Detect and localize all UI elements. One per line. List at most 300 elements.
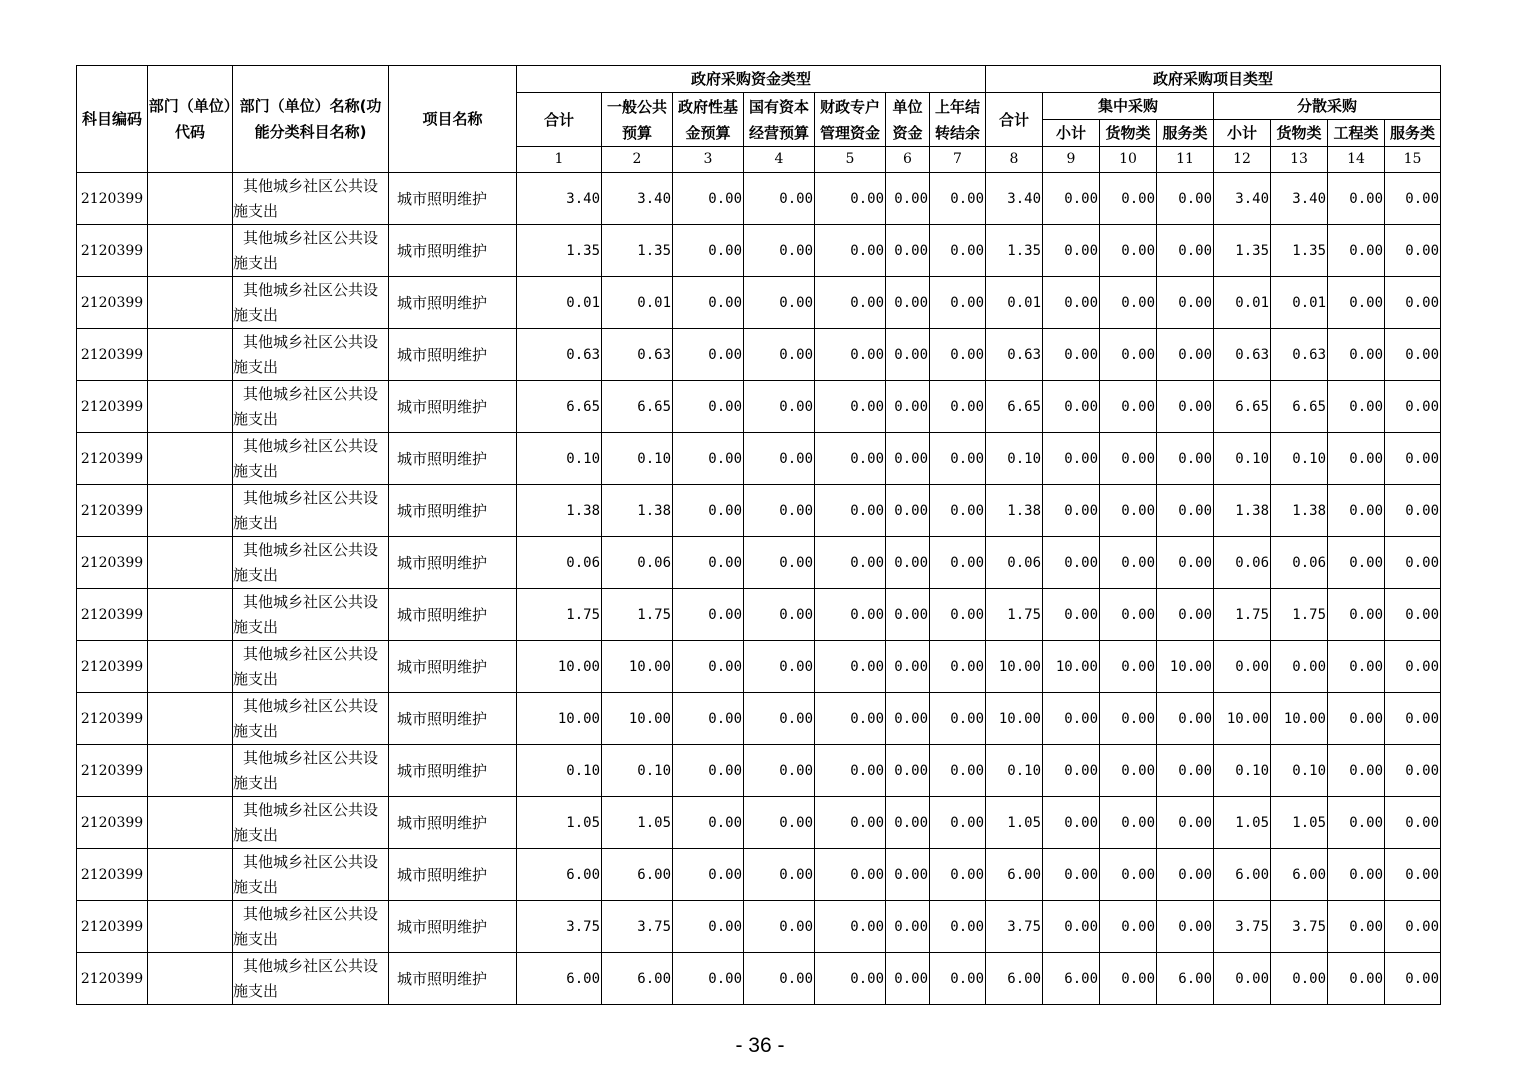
col-number: 7 [930,147,986,173]
subject-code-cell: 2120399 [77,173,148,225]
amount-cell-col-11: 0.00 [1157,329,1214,381]
amount-cell-col-7: 0.00 [930,745,986,797]
dept-code-cell [148,901,233,953]
subject-code-cell: 2120399 [77,953,148,1005]
dept-name-cell [233,433,389,485]
dept-name-line2: 施支出 [233,825,279,844]
amount-cell-col-13: 1.38 [1271,485,1328,537]
amount-cell-col-6: 0.00 [886,433,930,485]
amount-cell-col-7: 0.00 [930,329,986,381]
dept-name-line2: 施支出 [233,617,279,636]
dept-name-line1: 其他城乡社区公共设 [243,384,379,403]
header-general-budget: 一般公共预算 [602,93,673,147]
amount-cell-col-13: 0.63 [1271,329,1328,381]
amount-cell-col-14: 0.00 [1328,641,1385,693]
amount-cell-col-12: 1.75 [1214,589,1271,641]
subject-code-cell: 2120399 [77,329,148,381]
amount-cell-col-14: 0.00 [1328,381,1385,433]
dept-name-line2: 施支出 [233,669,279,688]
amount-cell-col-1: 1.75 [517,589,602,641]
col-number: 13 [1271,147,1328,173]
header-central-procurement: 集中采购 [1043,93,1214,120]
amount-cell-col-5: 0.00 [815,485,886,537]
amount-cell-col-10: 0.00 [1100,901,1157,953]
amount-cell-col-5: 0.00 [815,225,886,277]
amount-cell-col-3: 0.00 [673,745,744,797]
amount-cell-col-2: 6.00 [602,849,673,901]
amount-cell-col-6: 0.00 [886,381,930,433]
amount-cell-col-3: 0.00 [673,901,744,953]
dept-name-line2: 施支出 [233,253,279,272]
amount-cell-col-10: 0.00 [1100,277,1157,329]
header-decentral-engineering: 工程类 [1328,120,1385,147]
amount-cell-col-14: 0.00 [1328,329,1385,381]
amount-cell-col-8: 3.75 [986,901,1043,953]
dept-name-line2: 施支出 [233,929,279,948]
table-row [77,381,1441,433]
amount-cell-col-12: 6.00 [1214,849,1271,901]
dept-name-cell [233,849,389,901]
amount-cell-col-3: 0.00 [673,485,744,537]
amount-cell-col-4: 0.00 [744,797,815,849]
amount-cell-col-10: 0.00 [1100,433,1157,485]
col-number: 8 [986,147,1043,173]
amount-cell-col-4: 0.00 [744,589,815,641]
table-row [77,329,1441,381]
amount-cell-col-10: 0.00 [1100,381,1157,433]
amount-cell-col-11: 0.00 [1157,173,1214,225]
amount-cell-col-4: 0.00 [744,849,815,901]
amount-cell-col-8: 10.00 [986,641,1043,693]
amount-cell-col-11: 0.00 [1157,225,1214,277]
amount-cell-col-13: 1.75 [1271,589,1328,641]
amount-cell-col-3: 0.00 [673,225,744,277]
dept-name-line1: 其他城乡社区公共设 [243,332,379,351]
dept-code-cell [148,849,233,901]
amount-cell-col-12: 3.40 [1214,173,1271,225]
amount-cell-col-14: 0.00 [1328,745,1385,797]
amount-cell-col-10: 0.00 [1100,797,1157,849]
amount-cell-col-13: 3.40 [1271,173,1328,225]
col-number: 2 [602,147,673,173]
amount-cell-col-1: 3.75 [517,901,602,953]
amount-cell-col-11: 0.00 [1157,745,1214,797]
header-unit-fund: 单位资金 [886,93,930,147]
amount-cell-col-3: 0.00 [673,173,744,225]
project-name-cell: 城市照明维护 [389,797,517,849]
amount-cell-col-11: 0.00 [1157,693,1214,745]
amount-cell-col-4: 0.00 [744,329,815,381]
amount-cell-col-9: 0.00 [1043,589,1100,641]
amount-cell-col-6: 0.00 [886,537,930,589]
amount-cell-col-5: 0.00 [815,693,886,745]
amount-cell-col-11: 6.00 [1157,953,1214,1005]
amount-cell-col-8: 0.06 [986,537,1043,589]
amount-cell-col-9: 0.00 [1043,745,1100,797]
amount-cell-col-3: 0.00 [673,641,744,693]
amount-cell-col-10: 0.00 [1100,953,1157,1005]
dept-name-cell [233,693,389,745]
amount-cell-col-9: 0.00 [1043,693,1100,745]
amount-cell-col-7: 0.00 [930,849,986,901]
amount-cell-col-15: 0.00 [1385,537,1441,589]
dept-code-cell [148,953,233,1005]
amount-cell-col-2: 6.00 [602,953,673,1005]
project-name-cell: 城市照明维护 [389,953,517,1005]
header-decentral-service: 服务类 [1385,120,1441,147]
col-number: 4 [744,147,815,173]
amount-cell-col-3: 0.00 [673,381,744,433]
amount-cell-col-5: 0.00 [815,901,886,953]
dept-code-cell [148,641,233,693]
amount-cell-col-2: 0.10 [602,745,673,797]
amount-cell-col-4: 0.00 [744,173,815,225]
dept-name-line2: 施支出 [233,565,279,584]
project-name-cell: 城市照明维护 [389,329,517,381]
amount-cell-col-13: 0.01 [1271,277,1328,329]
amount-cell-col-6: 0.00 [886,849,930,901]
amount-cell-col-13: 0.00 [1271,641,1328,693]
project-name-cell: 城市照明维护 [389,745,517,797]
amount-cell-col-15: 0.00 [1385,173,1441,225]
amount-cell-col-1: 0.10 [517,745,602,797]
amount-cell-col-4: 0.00 [744,693,815,745]
amount-cell-col-15: 0.00 [1385,225,1441,277]
subject-code-cell: 2120399 [77,277,148,329]
amount-cell-col-7: 0.00 [930,173,986,225]
subject-code-cell: 2120399 [77,537,148,589]
amount-cell-col-11: 0.00 [1157,277,1214,329]
amount-cell-col-12: 0.01 [1214,277,1271,329]
amount-cell-col-12: 0.63 [1214,329,1271,381]
amount-cell-col-15: 0.00 [1385,693,1441,745]
amount-cell-col-11: 0.00 [1157,537,1214,589]
page-number: - 36 - [735,1034,785,1057]
amount-cell-col-14: 0.00 [1328,173,1385,225]
dept-name-line2: 施支出 [233,721,279,740]
amount-cell-col-10: 0.00 [1100,693,1157,745]
amount-cell-col-6: 0.00 [886,329,930,381]
amount-cell-col-10: 0.00 [1100,745,1157,797]
amount-cell-col-8: 0.63 [986,329,1043,381]
amount-cell-col-2: 3.75 [602,901,673,953]
amount-cell-col-15: 0.00 [1385,641,1441,693]
subject-code-cell: 2120399 [77,485,148,537]
amount-cell-col-5: 0.00 [815,641,886,693]
project-name-cell: 城市照明维护 [389,537,517,589]
dept-name-line2: 施支出 [233,201,279,220]
dept-code-cell [148,537,233,589]
amount-cell-col-9: 6.00 [1043,953,1100,1005]
amount-cell-col-12: 6.65 [1214,381,1271,433]
amount-cell-col-8: 1.35 [986,225,1043,277]
amount-cell-col-12: 3.75 [1214,901,1271,953]
project-name-cell: 城市照明维护 [389,433,517,485]
amount-cell-col-15: 0.00 [1385,329,1441,381]
amount-cell-col-14: 0.00 [1328,849,1385,901]
dept-name-line2: 施支出 [233,357,279,376]
amount-cell-col-4: 0.00 [744,381,815,433]
amount-cell-col-7: 0.00 [930,693,986,745]
amount-cell-col-6: 0.00 [886,225,930,277]
amount-cell-col-5: 0.00 [815,277,886,329]
amount-cell-col-5: 0.00 [815,537,886,589]
dept-name-line2: 施支出 [233,461,279,480]
amount-cell-col-13: 6.65 [1271,381,1328,433]
amount-cell-col-11: 0.00 [1157,901,1214,953]
amount-cell-col-3: 0.00 [673,277,744,329]
amount-cell-col-14: 0.00 [1328,277,1385,329]
header-decentral-procurement: 分散采购 [1214,93,1441,120]
amount-cell-col-11: 0.00 [1157,849,1214,901]
amount-cell-col-4: 0.00 [744,485,815,537]
project-name-cell: 城市照明维护 [389,277,517,329]
amount-cell-col-1: 6.00 [517,953,602,1005]
amount-cell-col-5: 0.00 [815,329,886,381]
amount-cell-col-14: 0.00 [1328,901,1385,953]
amount-cell-col-4: 0.00 [744,433,815,485]
dept-name-line1: 其他城乡社区公共设 [243,592,379,611]
header-special-mgmt: 财政专户管理资金 [815,93,886,147]
project-name-cell: 城市照明维护 [389,485,517,537]
amount-cell-col-6: 0.00 [886,589,930,641]
dept-name-cell [233,329,389,381]
table-row [77,693,1441,745]
amount-cell-col-3: 0.00 [673,797,744,849]
header-subject-code: 科目编码 [77,66,148,173]
amount-cell-col-14: 0.00 [1328,589,1385,641]
amount-cell-col-15: 0.00 [1385,797,1441,849]
amount-cell-col-6: 0.00 [886,745,930,797]
amount-cell-col-6: 0.00 [886,693,930,745]
project-name-cell: 城市照明维护 [389,589,517,641]
amount-cell-col-13: 0.06 [1271,537,1328,589]
dept-name-line1: 其他城乡社区公共设 [243,696,379,715]
amount-cell-col-2: 1.05 [602,797,673,849]
amount-cell-col-15: 0.00 [1385,589,1441,641]
amount-cell-col-8: 1.75 [986,589,1043,641]
amount-cell-col-15: 0.00 [1385,381,1441,433]
amount-cell-col-7: 0.00 [930,433,986,485]
amount-cell-col-7: 0.00 [930,485,986,537]
table-row [77,537,1441,589]
amount-cell-col-9: 0.00 [1043,901,1100,953]
table-row [77,173,1441,225]
project-name-cell: 城市照明维护 [389,901,517,953]
amount-cell-col-8: 10.00 [986,693,1043,745]
dept-code-cell [148,589,233,641]
amount-cell-col-7: 0.00 [930,797,986,849]
amount-cell-col-1: 6.65 [517,381,602,433]
amount-cell-col-10: 0.00 [1100,485,1157,537]
table-row [77,745,1441,797]
amount-cell-col-1: 1.38 [517,485,602,537]
amount-cell-col-1: 10.00 [517,693,602,745]
header-carryover: 上年结转结余 [930,93,986,147]
amount-cell-col-12: 1.05 [1214,797,1271,849]
dept-code-cell [148,433,233,485]
dept-code-cell [148,329,233,381]
dept-name-cell [233,641,389,693]
amount-cell-col-2: 0.06 [602,537,673,589]
col-number: 10 [1100,147,1157,173]
dept-code-cell [148,797,233,849]
amount-cell-col-1: 1.05 [517,797,602,849]
amount-cell-col-9: 0.00 [1043,797,1100,849]
table-row [77,849,1441,901]
amount-cell-col-7: 0.00 [930,381,986,433]
amount-cell-col-6: 0.00 [886,173,930,225]
amount-cell-col-14: 0.00 [1328,225,1385,277]
amount-cell-col-8: 6.00 [986,953,1043,1005]
amount-cell-col-15: 0.00 [1385,849,1441,901]
amount-cell-col-12: 0.00 [1214,953,1271,1005]
amount-cell-col-11: 10.00 [1157,641,1214,693]
amount-cell-col-10: 0.00 [1100,641,1157,693]
amount-cell-col-7: 0.00 [930,225,986,277]
amount-cell-col-9: 0.00 [1043,225,1100,277]
amount-cell-col-7: 0.00 [930,589,986,641]
header-decentral-subtotal: 小计 [1214,120,1271,147]
amount-cell-col-12: 1.38 [1214,485,1271,537]
amount-cell-col-1: 10.00 [517,641,602,693]
amount-cell-col-11: 0.00 [1157,589,1214,641]
dept-name-line1: 其他城乡社区公共设 [243,644,379,663]
dept-name-cell [233,537,389,589]
dept-code-cell [148,485,233,537]
dept-code-cell [148,277,233,329]
header-central-subtotal: 小计 [1043,120,1100,147]
project-name-cell: 城市照明维护 [389,693,517,745]
header-decentral-goods: 货物类 [1271,120,1328,147]
amount-cell-col-2: 0.10 [602,433,673,485]
amount-cell-col-13: 0.10 [1271,745,1328,797]
amount-cell-col-1: 3.40 [517,173,602,225]
amount-cell-col-9: 10.00 [1043,641,1100,693]
dept-code-cell [148,693,233,745]
amount-cell-col-3: 0.00 [673,329,744,381]
amount-cell-col-12: 0.00 [1214,641,1271,693]
col-number: 14 [1328,147,1385,173]
procurement-budget-table [76,65,1441,1005]
amount-cell-col-15: 0.00 [1385,277,1441,329]
amount-cell-col-2: 0.01 [602,277,673,329]
amount-cell-col-8: 3.40 [986,173,1043,225]
amount-cell-col-1: 0.01 [517,277,602,329]
dept-name-line2: 施支出 [233,409,279,428]
subject-code-cell: 2120399 [77,901,148,953]
amount-cell-col-1: 0.63 [517,329,602,381]
amount-cell-col-13: 10.00 [1271,693,1328,745]
project-name-cell: 城市照明维护 [389,849,517,901]
amount-cell-col-10: 0.00 [1100,225,1157,277]
amount-cell-col-11: 0.00 [1157,797,1214,849]
amount-cell-col-2: 6.65 [602,381,673,433]
amount-cell-col-3: 0.00 [673,953,744,1005]
subject-code-cell: 2120399 [77,745,148,797]
header-state-capital: 国有资本经营预算 [744,93,815,147]
dept-name-cell [233,797,389,849]
dept-name-line2: 施支出 [233,773,279,792]
dept-name-line1: 其他城乡社区公共设 [243,956,379,975]
subject-code-cell: 2120399 [77,797,148,849]
dept-name-line1: 其他城乡社区公共设 [243,904,379,923]
dept-name-line1: 其他城乡社区公共设 [243,800,379,819]
amount-cell-col-12: 1.35 [1214,225,1271,277]
dept-name-line1: 其他城乡社区公共设 [243,436,379,455]
table-row [77,641,1441,693]
amount-cell-col-14: 0.00 [1328,953,1385,1005]
amount-cell-col-9: 0.00 [1043,329,1100,381]
amount-cell-col-14: 0.00 [1328,537,1385,589]
header-fund-budget: 政府性基金预算 [673,93,744,147]
amount-cell-col-8: 1.38 [986,485,1043,537]
dept-code-cell [148,745,233,797]
amount-cell-col-10: 0.00 [1100,589,1157,641]
amount-cell-col-7: 0.00 [930,537,986,589]
dept-name-line1: 其他城乡社区公共设 [243,228,379,247]
amount-cell-col-13: 0.00 [1271,953,1328,1005]
amount-cell-col-13: 3.75 [1271,901,1328,953]
amount-cell-col-10: 0.00 [1100,849,1157,901]
amount-cell-col-2: 10.00 [602,641,673,693]
table-row [77,589,1441,641]
project-name-cell: 城市照明维护 [389,641,517,693]
amount-cell-col-13: 1.35 [1271,225,1328,277]
header-central-service: 服务类 [1157,120,1214,147]
amount-cell-col-5: 0.00 [815,797,886,849]
amount-cell-col-13: 0.10 [1271,433,1328,485]
header-dept-name: 部门（单位）名称(功能分类科目名称) [233,66,389,173]
col-number: 11 [1157,147,1214,173]
amount-cell-col-14: 0.00 [1328,433,1385,485]
amount-cell-col-2: 1.38 [602,485,673,537]
amount-cell-col-7: 0.00 [930,953,986,1005]
amount-cell-col-9: 0.00 [1043,485,1100,537]
amount-cell-col-4: 0.00 [744,901,815,953]
project-name-cell: 城市照明维护 [389,225,517,277]
amount-cell-col-14: 0.00 [1328,485,1385,537]
header-proj-total: 合计 [986,93,1043,147]
dept-name-line2: 施支出 [233,305,279,324]
amount-cell-col-8: 6.65 [986,381,1043,433]
amount-cell-col-5: 0.00 [815,953,886,1005]
amount-cell-col-4: 0.00 [744,953,815,1005]
dept-code-cell [148,173,233,225]
amount-cell-col-9: 0.00 [1043,277,1100,329]
amount-cell-col-5: 0.00 [815,745,886,797]
subject-code-cell: 2120399 [77,641,148,693]
table-row [77,797,1441,849]
amount-cell-col-8: 1.05 [986,797,1043,849]
project-name-cell: 城市照明维护 [389,173,517,225]
dept-name-cell [233,901,389,953]
amount-cell-col-13: 1.05 [1271,797,1328,849]
amount-cell-col-10: 0.00 [1100,173,1157,225]
dept-name-cell [233,589,389,641]
amount-cell-col-1: 6.00 [517,849,602,901]
header-fund-total: 合计 [517,93,602,147]
header-fund-type-group: 政府采购资金类型 [517,66,986,93]
amount-cell-col-9: 0.00 [1043,381,1100,433]
dept-name-line1: 其他城乡社区公共设 [243,852,379,871]
dept-code-cell [148,381,233,433]
amount-cell-col-9: 0.00 [1043,849,1100,901]
subject-code-cell: 2120399 [77,693,148,745]
amount-cell-col-5: 0.00 [815,849,886,901]
dept-name-cell [233,225,389,277]
amount-cell-col-3: 0.00 [673,433,744,485]
